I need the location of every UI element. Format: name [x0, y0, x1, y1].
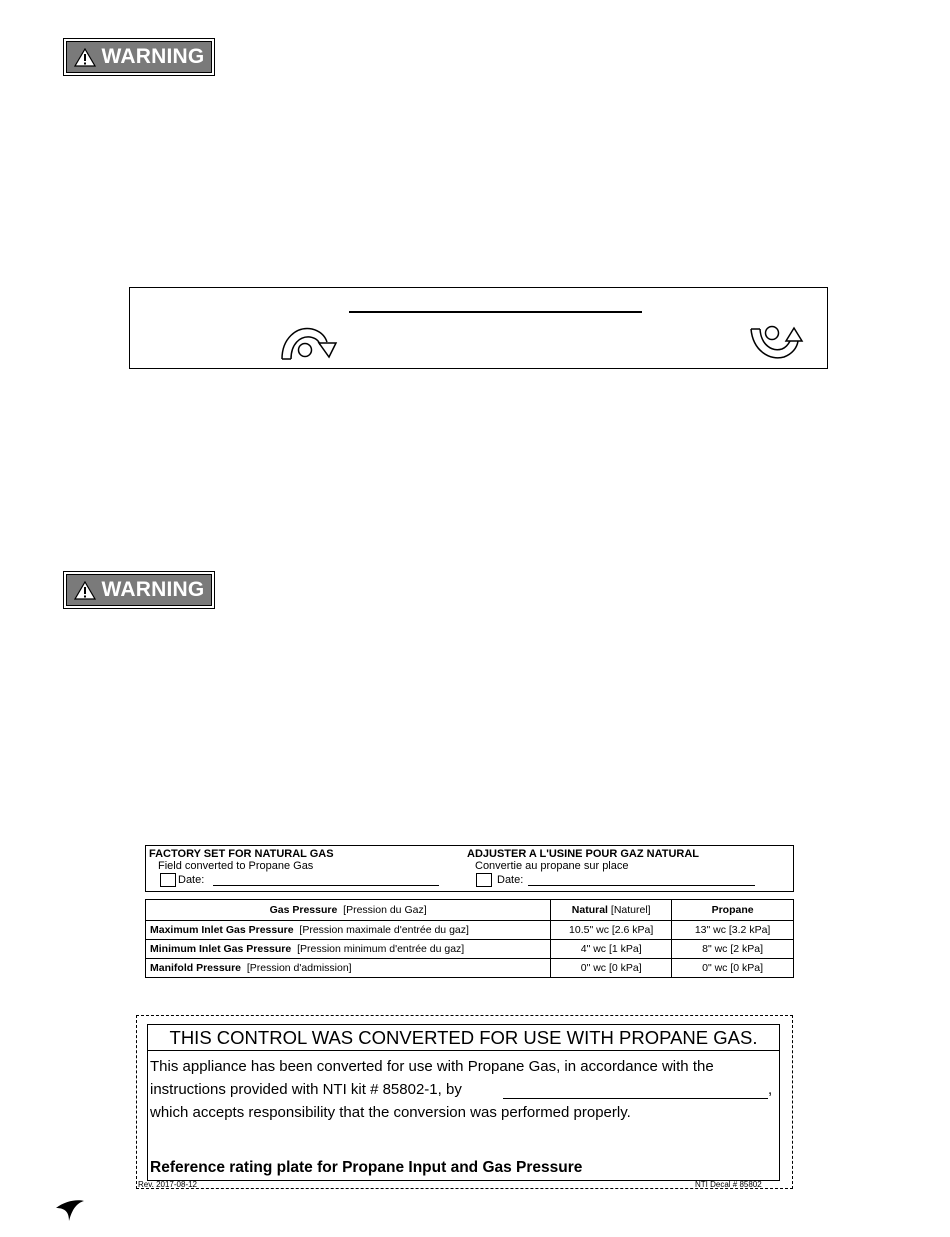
warning-label: WARNING [101, 578, 205, 601]
nti-swoosh-logo [55, 1199, 87, 1223]
natural-value: 0" wc [0 kPa] [551, 959, 672, 978]
signature-line[interactable] [503, 1098, 768, 1099]
factory-subtitle-fr: Convertie au propane sur place [475, 860, 629, 872]
table-row [146, 959, 794, 978]
conversion-title: THIS CONTROL WAS CONVERTED FOR USE WITH PROPANE GAS. [148, 1025, 779, 1051]
row-label: Manifold Pressure [Pression d'admission] [146, 959, 551, 978]
factory-title-en: FACTORY SET FOR NATURAL GAS [149, 848, 334, 860]
warning-badge [63, 571, 215, 609]
header-gas-pressure: Gas Pressure [Pression du Gaz] [146, 900, 551, 921]
valve-adjustment-diagram [129, 287, 828, 369]
propane-value: 8" wc [2 kPa] [672, 940, 794, 959]
decal-number-text: NTI Decal # 85802 [695, 1180, 762, 1189]
conversion-decal [147, 1024, 780, 1181]
warning-label: WARNING [101, 45, 205, 68]
warning-triangle-icon [74, 581, 96, 600]
propane-value: 13" wc [3.2 kPa] [672, 921, 794, 940]
date-line-fr [528, 885, 755, 886]
gas-pressure-table [145, 899, 794, 978]
date-label-fr: Date: [497, 874, 524, 886]
row-label: Minimum Inlet Gas Pressure [Pression minimum d'entrée du gaz] [146, 940, 551, 959]
table-header-row [146, 900, 794, 921]
table-row [146, 940, 794, 959]
table-row [146, 921, 794, 940]
header-propane: Propane [672, 900, 794, 921]
conversion-text-line2: instructions provided with NTI kit # 85802-1, by [150, 1081, 462, 1098]
conversion-text-line3: which accepts responsibility that the conversion was performed properly. [150, 1104, 631, 1121]
factory-set-label [145, 845, 794, 892]
clockwise-arrow-icon [278, 321, 340, 363]
counterclockwise-arrow-icon [748, 321, 812, 363]
convertie-checkbox[interactable] [476, 873, 492, 887]
revision-text: Rev. 2017-08-12 [138, 1180, 197, 1189]
factory-subtitle-en: Field converted to Propane Gas [158, 860, 314, 872]
factory-title-fr: ADJUSTER A L'USINE POUR GAZ NATURAL [467, 848, 699, 860]
reference-rating-text: Reference rating plate for Propane Input and Gas Pressure [150, 1159, 583, 1176]
date-label-en: Date: [178, 874, 205, 886]
propane-value: 0" wc [0 kPa] [672, 959, 794, 978]
conversion-text-comma: , [768, 1081, 773, 1098]
valve-divider-line [349, 311, 642, 313]
warning-badge [63, 38, 215, 76]
warning-triangle-icon [74, 48, 96, 67]
natural-value: 4" wc [1 kPa] [551, 940, 672, 959]
row-label: Maximum Inlet Gas Pressure [Pression maximale d'entrée du gaz] [146, 921, 551, 940]
natural-value: 10.5" wc [2.6 kPa] [551, 921, 672, 940]
header-natural: Natural [Naturel] [551, 900, 672, 921]
field-converted-checkbox[interactable] [160, 873, 176, 887]
date-line-en [213, 885, 439, 886]
conversion-text-line1: This appliance has been converted for use with Propane Gas, in accordance with the [150, 1058, 714, 1075]
